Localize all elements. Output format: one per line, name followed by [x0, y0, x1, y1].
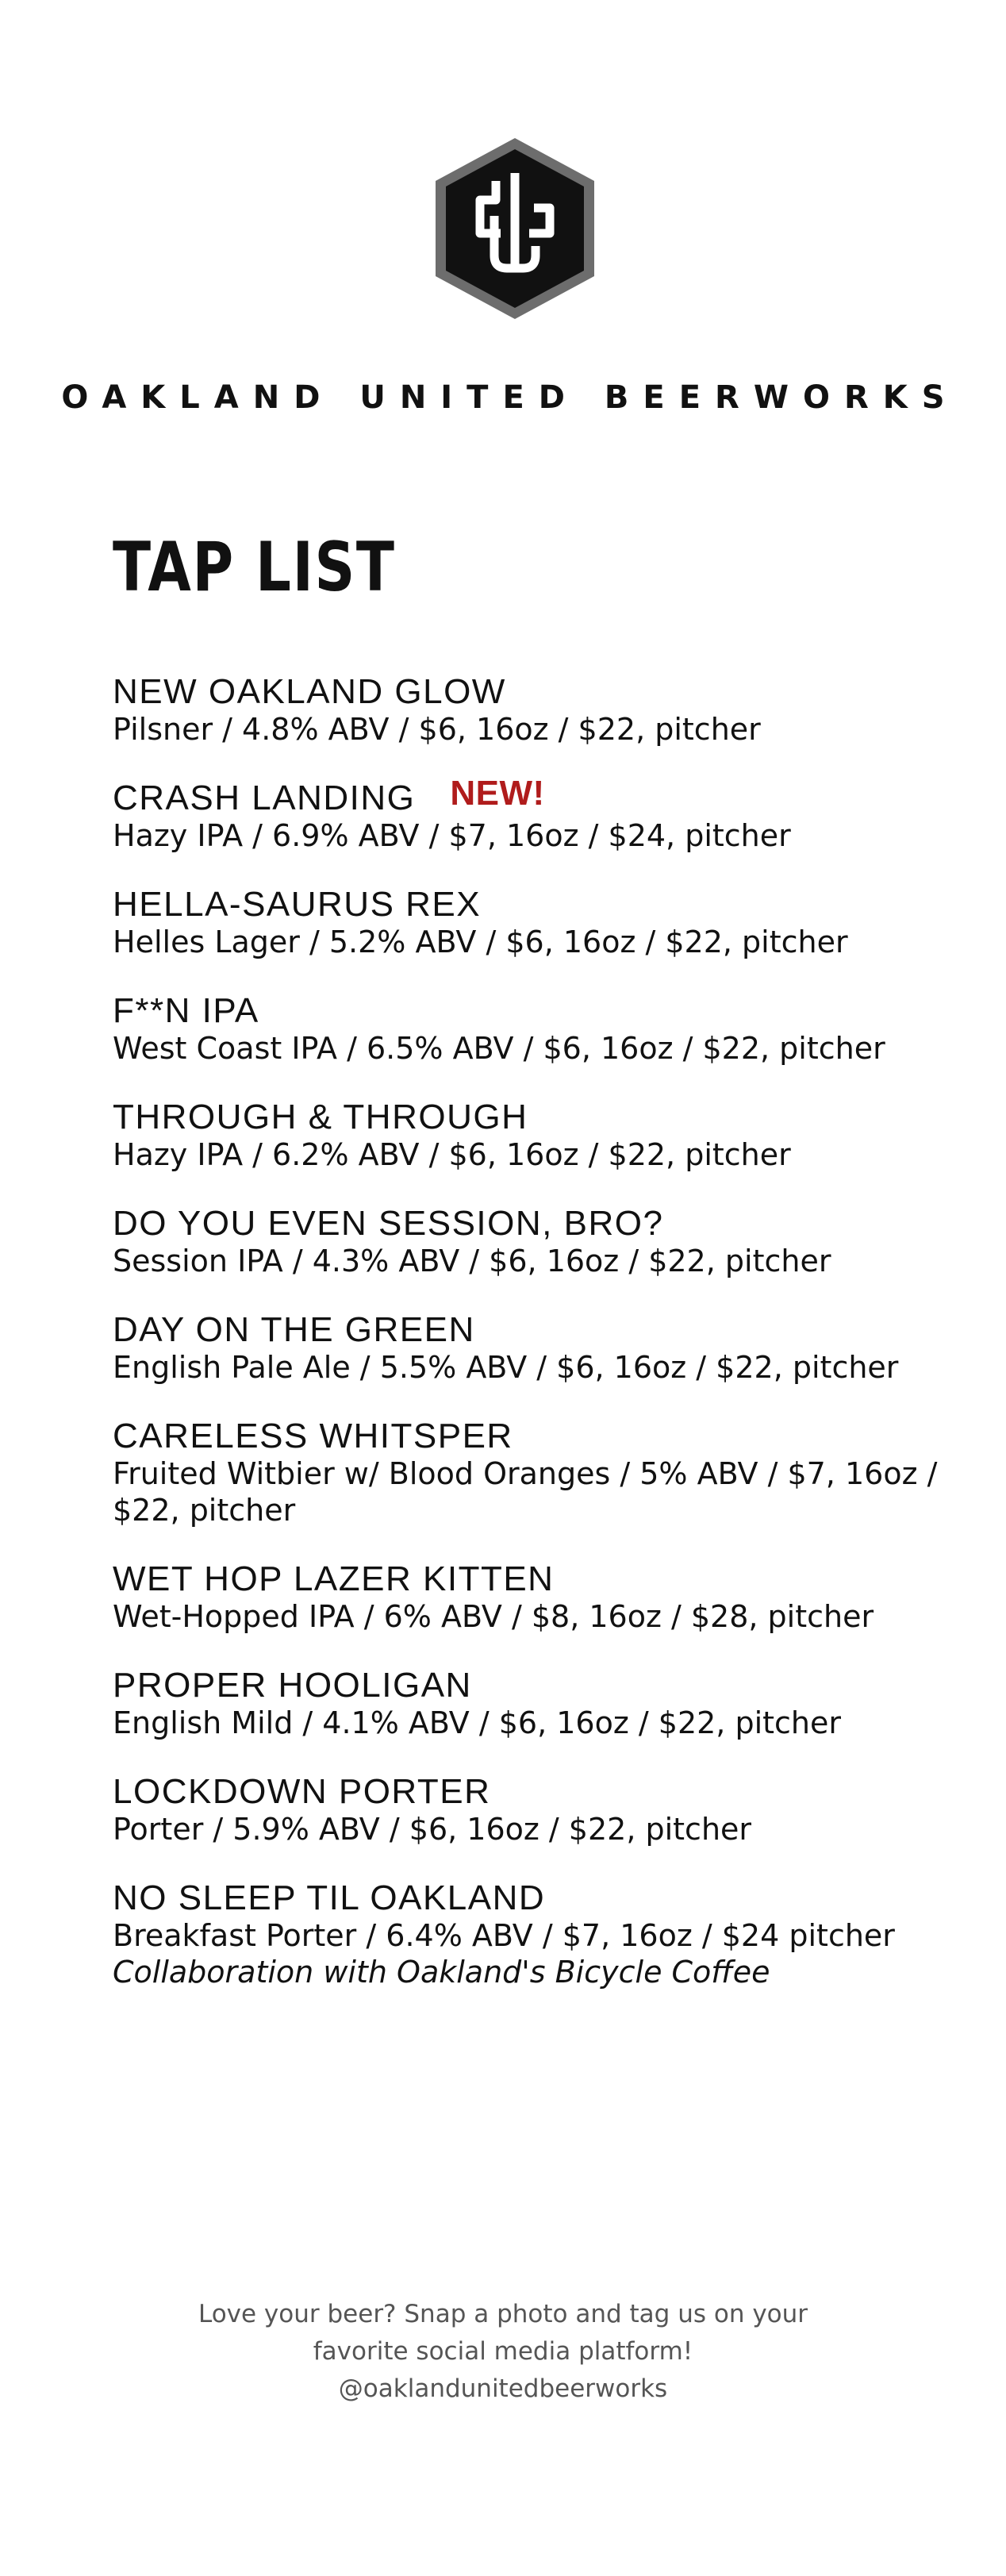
beer-name	[113, 1667, 946, 1705]
beer-name-text: F**N IPA	[113, 991, 259, 1030]
beer-item	[113, 1205, 946, 1279]
brand-name: OAKLAND UNITED BEERWORKS	[61, 379, 959, 416]
beer-detail: Hazy IPA / 6.2% ABV / $6, 16oz / $22, pitcher	[113, 1137, 791, 1172]
beer-name	[113, 673, 946, 711]
beer-item	[113, 1560, 946, 1635]
footer-line-2: favorite social media platform!	[313, 2337, 693, 2366]
beer-note: Collaboration with Oakland's Bicycle Coffee	[113, 1955, 770, 1990]
beer-name	[113, 1879, 946, 1917]
beer-detail: Hazy IPA / 6.9% ABV / $7, 16oz / $24, pitcher	[113, 818, 791, 853]
beer-detail: Porter / 5.9% ABV / $6, 16oz / $22, pitcher	[113, 1812, 752, 1847]
beer-name	[113, 774, 946, 817]
beer-name	[113, 1560, 946, 1598]
footer	[0, 2296, 1006, 2408]
beer-item	[113, 1773, 946, 1847]
beer-detail: Session IPA / 4.3% ABV / $6, 16oz / $22, pitcher	[113, 1244, 831, 1278]
beer-detail: English Mild / 4.1% ABV / $6, 16oz / $22, pitcher	[113, 1705, 842, 1740]
tap-list	[113, 673, 946, 2022]
beer-name	[113, 1773, 946, 1811]
beer-name-text: THROUGH & THROUGH	[113, 1098, 528, 1136]
beer-name	[113, 992, 946, 1030]
beer-detail: Wet-Hopped IPA / 6% ABV / $8, 16oz / $28, pitcher	[113, 1599, 874, 1634]
beer-name	[113, 1098, 946, 1136]
beer-name	[113, 1205, 946, 1243]
beer-item	[113, 992, 946, 1067]
beer-item	[113, 1667, 946, 1741]
beer-detail: Helles Lager / 5.2% ABV / $6, 16oz / $22, pitcher	[113, 925, 848, 959]
beer-name-text: HELLA-SAURUS REX	[113, 885, 482, 924]
beer-detail: West Coast IPA / 6.5% ABV / $6, 16oz / $22, pitcher	[113, 1031, 885, 1066]
beer-name-text: DO YOU EVEN SESSION, BRO?	[113, 1204, 664, 1243]
beer-item	[113, 673, 946, 748]
social-handle: @oaklandunitedbeerworks	[338, 2374, 668, 2403]
new-badge: NEW!	[450, 774, 545, 813]
beer-name-text: WET HOP LAZER KITTEN	[113, 1559, 555, 1598]
footer-line-1: Love your beer? Snap a photo and tag us on your	[198, 2300, 808, 2328]
page-title: TAP LIST	[113, 528, 396, 607]
beer-item	[113, 1417, 946, 1528]
beer-name	[113, 1311, 946, 1349]
beer-name-text: CRASH LANDING	[113, 779, 416, 817]
beer-name-text: PROPER HOOLIGAN	[113, 1666, 472, 1705]
beer-detail: English Pale Ale / 5.5% ABV / $6, 16oz / $22, pitcher	[113, 1350, 899, 1385]
beer-item	[113, 1311, 946, 1386]
beer-item	[113, 886, 946, 960]
beer-detail: Fruited Witbier w/ Blood Oranges / 5% ABV / $7, 16oz / $22, pitcher	[113, 1456, 938, 1528]
beer-item	[113, 1098, 946, 1173]
beer-name-text: NEW OAKLAND GLOW	[113, 672, 506, 711]
beer-name-text: LOCKDOWN PORTER	[113, 1772, 491, 1811]
beer-name-text: DAY ON THE GREEN	[113, 1310, 475, 1349]
beer-item	[113, 774, 946, 854]
beer-detail: Breakfast Porter / 6.4% ABV / $7, 16oz / $24 pitcher	[113, 1918, 895, 1953]
beer-name	[113, 886, 946, 924]
brand-logo-icon	[431, 135, 599, 322]
beer-name	[113, 1417, 946, 1455]
beer-detail: Pilsner / 4.8% ABV / $6, 16oz / $22, pitcher	[113, 712, 761, 747]
beer-item	[113, 1879, 946, 1990]
beer-name-text: CARELESS WHITSPER	[113, 1417, 513, 1455]
beer-name-text: NO SLEEP TIL OAKLAND	[113, 1878, 546, 1917]
